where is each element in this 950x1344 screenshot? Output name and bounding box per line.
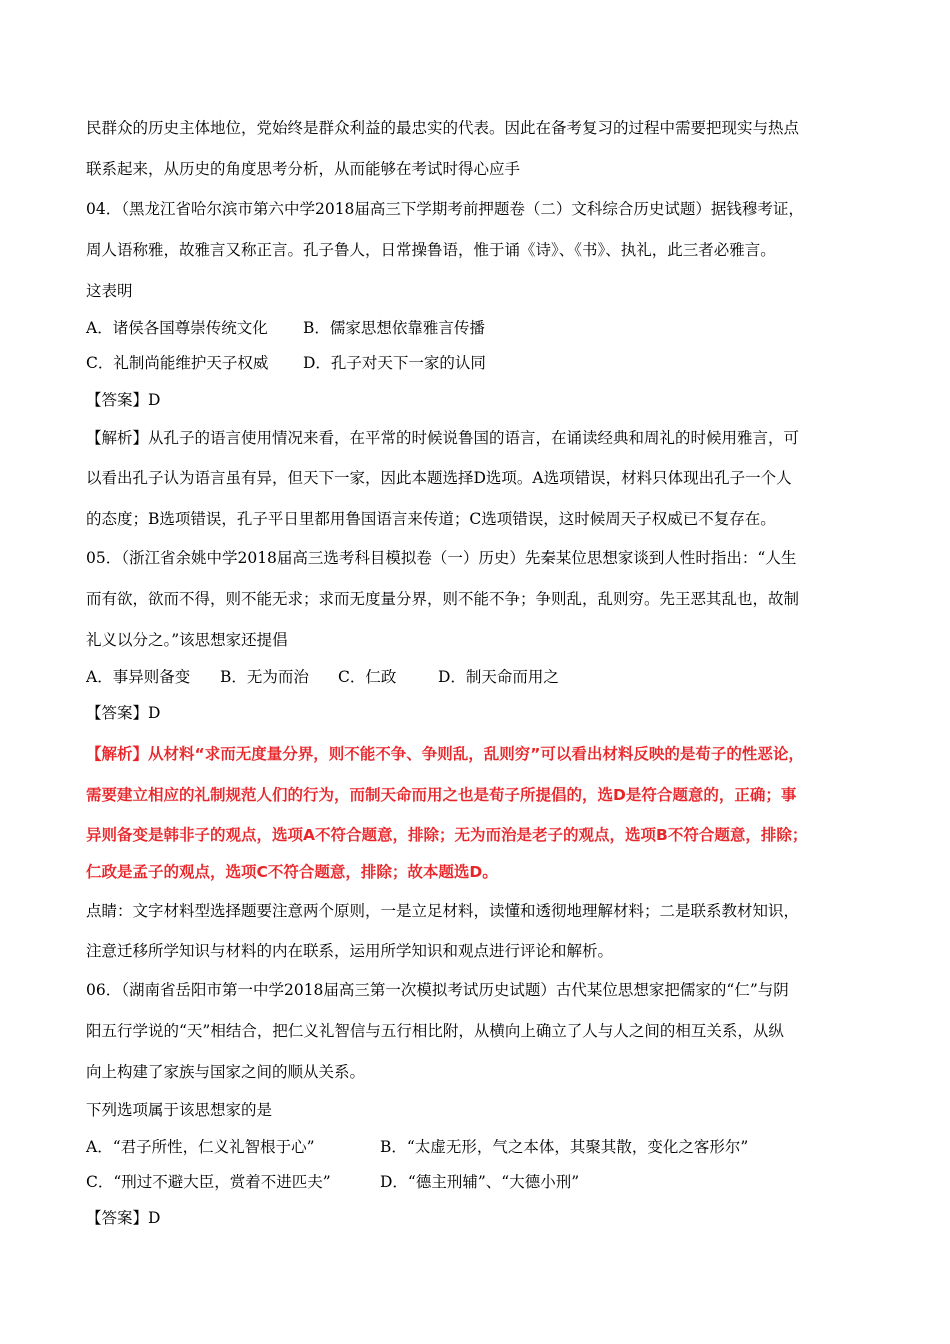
- text-line: 民群众的历史主体地位，党始终是群众利益的最忠实的代表。因此在备考复习的过程中需要把现实与热点: [86, 119, 800, 137]
- q06-option-b: B．“太虚无形，气之本体，其聚其散，变化之客形尔”: [380, 1138, 749, 1156]
- question-05-stem: 礼义以分之。”该思想家还提倡: [86, 631, 288, 649]
- q04-explanation: 的态度；B选项错误，孔子平日里都用鲁国语言来传道；C选项错误，这时候周天子权威已不复存在。: [86, 510, 776, 528]
- q04-option-b: B．儒家思想依靠雅言传播: [303, 319, 485, 337]
- q05-tip: 注意迁移所学知识与材料的内在联系，运用所学知识和观点进行评论和解析。: [86, 942, 614, 960]
- question-04-stem: 04．（黑龙江省哈尔滨市第六中学2018届高三下学期考前押题卷（二）文科综合历史试题）据钱穆考证，: [86, 200, 804, 218]
- text-line: 联系起来，从历史的角度思考分析，从而能够在考试时得心应手: [86, 160, 521, 178]
- question-06-stem: 06．（湖南省岳阳市第一中学2018届高三第一次模拟考试历史试题）古代某位思想家把儒家的“仁”与阴: [86, 981, 789, 999]
- q06-option-a: A．“君子所性，仁义礼智根于心”: [86, 1138, 315, 1156]
- q05-option-d: D．制天命而用之: [438, 668, 559, 686]
- q04-answer: 【答案】D: [86, 391, 161, 409]
- q05-option-a: A．事异则备变: [86, 668, 191, 686]
- q06-option-d: D．“德主刑辅”、“大德小刑”: [380, 1173, 580, 1191]
- q04-option-c: C．礼制尚能维护天子权威: [86, 354, 269, 372]
- question-06-stem: 下列选项属于该思想家的是: [86, 1101, 273, 1119]
- question-05-stem: 而有欲，欲而不得，则不能无求；求而无度量分界，则不能不争；争则乱，乱则穷。先王恶其乱也，故制: [86, 590, 800, 608]
- q06-answer: 【答案】D: [86, 1209, 161, 1227]
- q05-tip: 点睛：文字材料型选择题要注意两个原则，一是立足材料，读懂和透彻地理解材料；二是联系教材知识，: [86, 902, 800, 920]
- question-06-stem: 向上构建了家族与国家之间的顺从关系。: [86, 1063, 366, 1081]
- q04-explanation: 【解析】从孔子的语言使用情况来看，在平常的时候说鲁国的语言，在诵读经典和周礼的时候用雅言，可: [86, 429, 800, 447]
- q04-option-a: A．诸侯各国尊崇传统文化: [86, 319, 268, 337]
- question-04-stem: 周人语称雅，故雅言又称正言。孔子鲁人，日常操鲁语，惟于诵《诗》、《书》、执礼，此三者必雅言。: [86, 241, 776, 259]
- q05-explanation-highlight: 异则备变是韩非子的观点，选项A不符合题意，排除；无为而治是老子的观点，选项B不符合题意，排除；: [86, 826, 808, 844]
- q06-option-c: C．“刑过不避大臣，赏着不进匹夫”: [86, 1173, 331, 1191]
- q05-explanation-highlight: 【解析】从材料“求而无度量分界，则不能不争、争则乱，乱则穷”可以看出材料反映的是荀子的性恶论，: [86, 745, 804, 763]
- q04-explanation: 以看出孔子认为语言虽有异，但天下一家，因此本题选择D选项。A选项错误，材料只体现出孔子一个人: [86, 469, 792, 487]
- q04-option-d: D．孔子对天下一家的认同: [303, 354, 486, 372]
- question-06-stem: 阳五行学说的“天”相结合，把仁义礼智信与五行相比附，从横向上确立了人与人之间的相互关系，从纵: [86, 1022, 784, 1040]
- q05-explanation-highlight: 需要建立相应的礼制规范人们的行为，而制天命而用之也是荀子所提倡的，选D是符合题意的，正确；事: [86, 786, 797, 804]
- q05-answer: 【答案】D: [86, 704, 161, 722]
- q05-option-c: C．仁政: [338, 668, 397, 686]
- q05-explanation-highlight: 仁政是孟子的观点，选项C不符合题意，排除；故本题选D。: [86, 863, 498, 881]
- question-04-stem: 这表明: [86, 282, 133, 300]
- question-05-stem: 05．（浙江省余姚中学2018届高三选考科目模拟卷（一）历史）先秦某位思想家谈到人性时指出：“人生: [86, 549, 797, 567]
- q05-option-b: B．无为而治: [220, 668, 309, 686]
